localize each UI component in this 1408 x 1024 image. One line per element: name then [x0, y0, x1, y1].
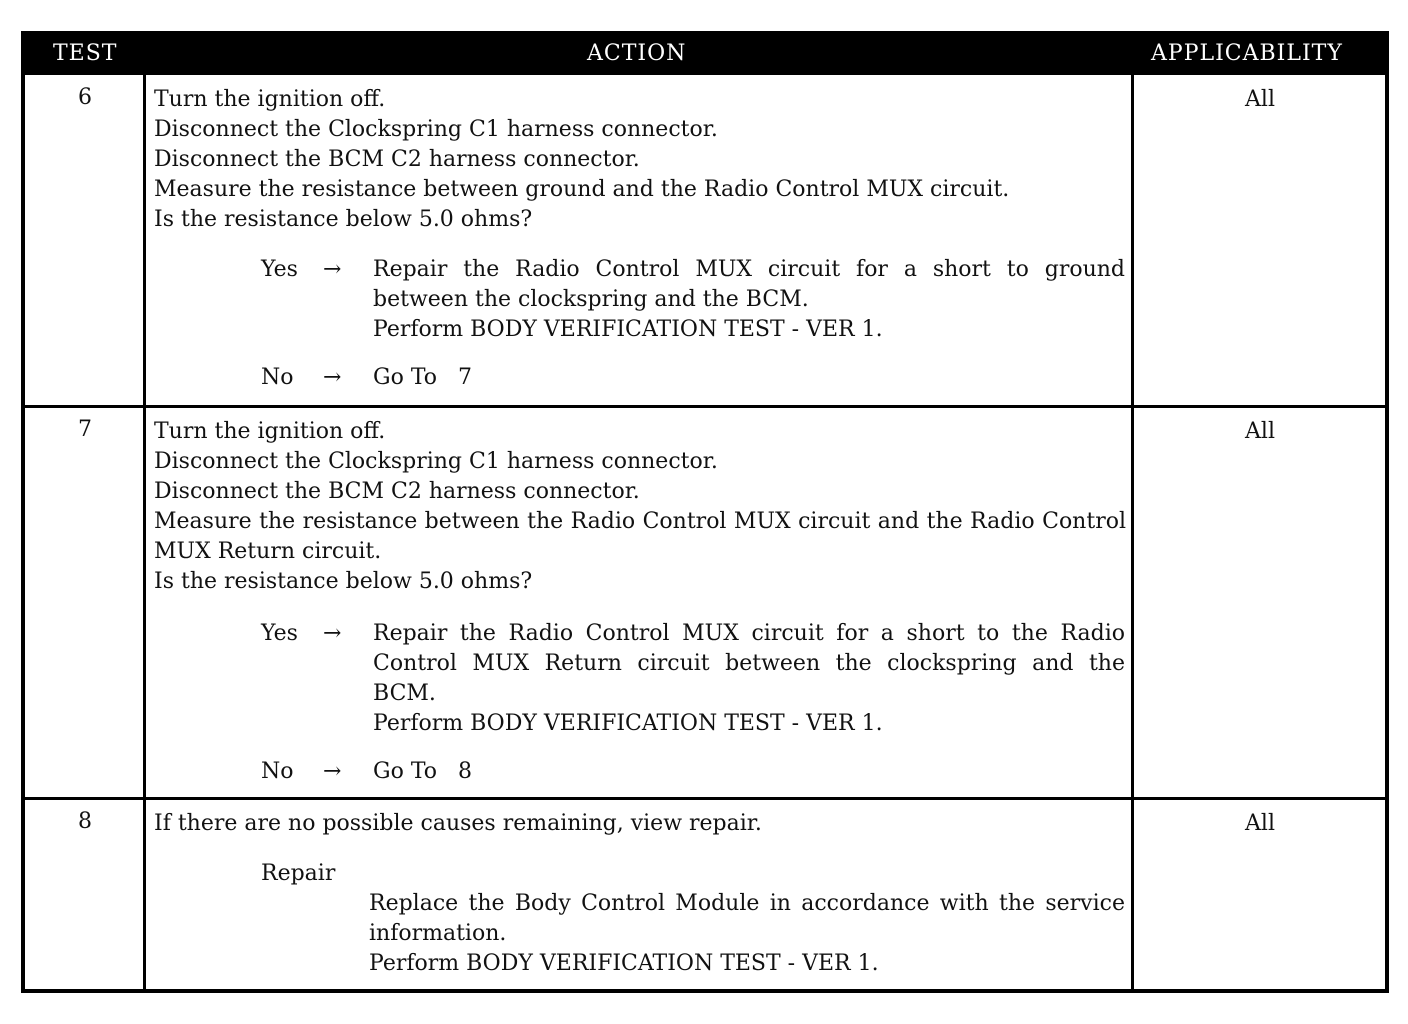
yes-text [373, 255, 1125, 345]
test-number: 8 [78, 809, 92, 834]
step: Measure the resistance between the Radio Control MUX circuit and the Radio Control MUX Return circuit. [154, 509, 1126, 564]
step: Disconnect the Clockspring C1 harness connector. [154, 117, 718, 142]
arrow-icon: → [323, 759, 342, 784]
yes-result: Repair the Radio Control MUX circuit for a short to ground between the clockspring and the BCM. [373, 257, 1125, 312]
arrow-icon: → [323, 621, 342, 646]
no-text: Go To 8 [373, 759, 472, 784]
test-number: 7 [78, 417, 92, 442]
step: Measure the resistance between ground and the Radio Control MUX circuit. [154, 177, 1010, 202]
table-row [25, 83, 1385, 405]
row-divider [25, 405, 1385, 408]
action-steps [154, 417, 1126, 597]
no-text: Go To 7 [373, 365, 472, 390]
diagnostic-table [21, 31, 1389, 993]
step: Turn the ignition off. [154, 87, 386, 112]
repair-text [369, 889, 1125, 979]
step: Turn the ignition off. [154, 419, 386, 444]
action-steps [154, 809, 1126, 839]
table-row [25, 807, 1385, 987]
applicability-value: All [1245, 419, 1275, 444]
perform-test: Perform BODY VERIFICATION TEST - VER 1. [373, 711, 883, 736]
test-number: 6 [78, 85, 92, 110]
yes-text [373, 619, 1125, 739]
perform-test: Perform BODY VERIFICATION TEST - VER 1. [373, 317, 883, 342]
action-steps [154, 85, 1126, 235]
step: Disconnect the Clockspring C1 harness connector. [154, 449, 718, 474]
step: If there are no possible causes remaining, view repair. [154, 811, 762, 836]
step: Is the resistance below 5.0 ohms? [154, 569, 533, 594]
applicability-value: All [1245, 87, 1275, 112]
repair-result: Replace the Body Control Module in accordance with the service information. [369, 891, 1125, 946]
no-label: No [261, 365, 294, 390]
applicability-value: All [1245, 811, 1275, 836]
no-label: No [261, 759, 294, 784]
row-divider [25, 797, 1385, 800]
yes-result: Repair the Radio Control MUX circuit for a short to the Radio Control MUX Return circuit between the clockspring and the BCM. [373, 621, 1125, 706]
table-row [25, 415, 1385, 797]
arrow-icon: → [323, 257, 342, 282]
perform-test: Perform BODY VERIFICATION TEST - VER 1. [369, 951, 879, 976]
repair-label: Repair [261, 861, 336, 886]
header-test: TEST [53, 41, 118, 66]
arrow-icon: → [323, 365, 342, 390]
header-applicability: APPLICABILITY [1151, 41, 1343, 66]
step: Disconnect the BCM C2 harness connector. [154, 147, 640, 172]
header-action: ACTION [587, 41, 687, 66]
yes-label: Yes [261, 621, 298, 646]
step: Disconnect the BCM C2 harness connector. [154, 479, 640, 504]
table-header [25, 35, 1385, 75]
yes-label: Yes [261, 257, 298, 282]
step: Is the resistance below 5.0 ohms? [154, 207, 533, 232]
